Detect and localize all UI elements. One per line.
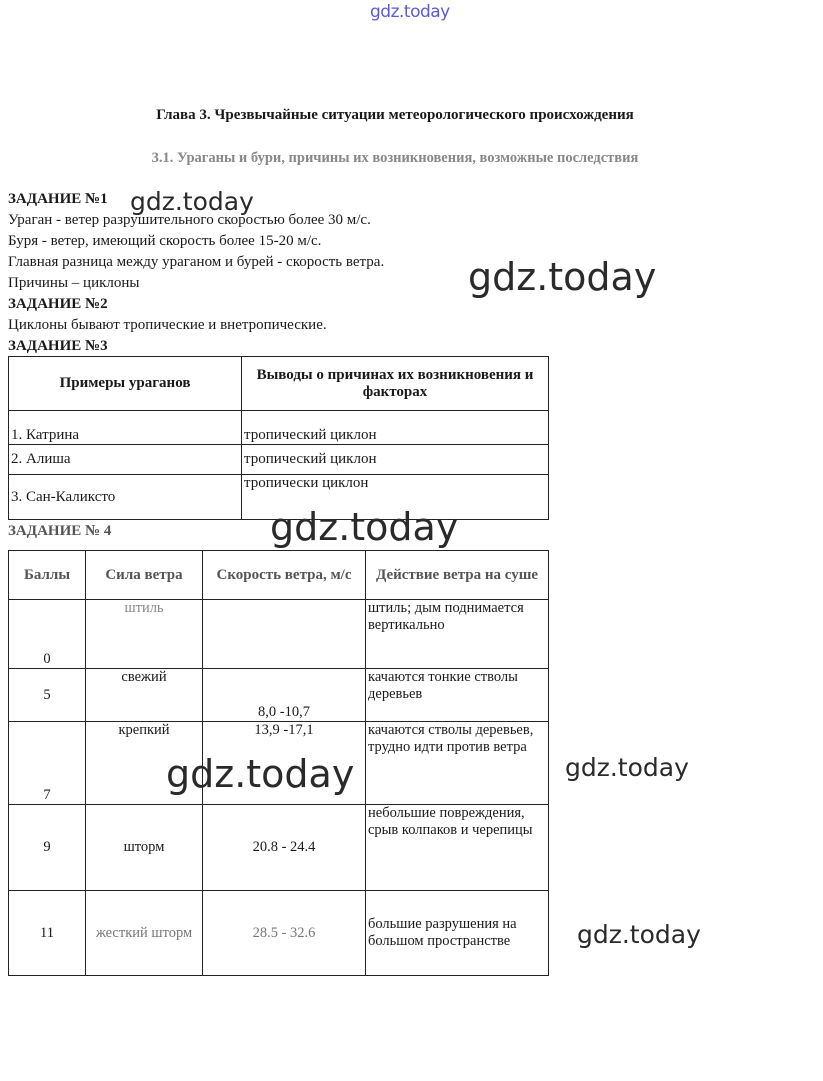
- table-cell: шторм: [86, 805, 203, 891]
- table-header: Выводы о причинах их возникновения и факторах: [242, 357, 549, 411]
- table-cell: тропический циклон: [242, 445, 549, 475]
- task4-heading: ЗАДАНИЕ № 4: [8, 523, 112, 539]
- table-cell: 8,0 -10,7: [203, 669, 366, 722]
- table-cell: 5: [9, 669, 86, 722]
- table-cell: качаются стволы деревьев, трудно идти против ветра: [366, 722, 549, 805]
- table-cell: качаются тонкие стволы деревьев: [366, 669, 549, 722]
- table-cell: крепкий: [86, 722, 203, 805]
- table-cell: [203, 600, 366, 669]
- watermark: gdz.today: [166, 752, 355, 796]
- table-cell: жесткий шторм: [86, 891, 203, 976]
- table-header: Сила ветра: [86, 551, 203, 600]
- table-cell: 20.8 - 24.4: [203, 805, 366, 891]
- table-row: [9, 669, 549, 722]
- table-cell: 0: [9, 600, 86, 669]
- task2-heading: ЗАДАНИЕ №2: [8, 296, 108, 312]
- table-cell: свежий: [86, 669, 203, 722]
- table-cell: штиль: [86, 600, 203, 669]
- table-cell: 2. Алиша: [9, 445, 242, 475]
- task1-line: Причины – циклоны: [8, 275, 140, 291]
- table-row: [9, 805, 549, 891]
- table-cell: 7: [9, 722, 86, 805]
- table-row: [9, 722, 549, 805]
- watermark: gdz.today: [565, 753, 689, 782]
- table-header-row: [9, 551, 549, 600]
- watermark: gdz.today: [468, 255, 657, 299]
- watermark: gdz.today: [130, 187, 254, 216]
- table-header: Баллы: [9, 551, 86, 600]
- table-row: [9, 475, 549, 520]
- table-row: [9, 445, 549, 475]
- table-header: Скорость ветра, м/с: [203, 551, 366, 600]
- table-cell: тропический циклон: [242, 411, 549, 445]
- table-header: Примеры ураганов: [9, 357, 242, 411]
- task2-line: Циклоны бывают тропические и внетропические.: [8, 317, 327, 333]
- table-cell: небольшие повреждения, срыв колпаков и черепицы: [366, 805, 549, 891]
- wind-scale-table: [8, 550, 549, 976]
- table-cell: штиль; дым поднимается вертикально: [366, 600, 549, 669]
- table-row: [9, 411, 549, 445]
- table-row: [9, 600, 549, 669]
- table-cell: 13,9 -17,1: [203, 722, 366, 805]
- task3-heading: ЗАДАНИЕ №3: [8, 338, 108, 354]
- task1-line: Ураган - ветер разрушительного скоростью более 30 м/с.: [8, 212, 371, 228]
- table-cell: 11: [9, 891, 86, 976]
- table-cell: 9: [9, 805, 86, 891]
- watermark-top: gdz.today: [370, 2, 450, 22]
- task1-line: Главная разница между ураганом и бурей - скорость ветра.: [8, 254, 385, 270]
- table-cell: большие разрушения на большом пространстве: [366, 891, 549, 976]
- task1-heading: ЗАДАНИЕ №1: [8, 191, 108, 207]
- table-row: [9, 891, 549, 976]
- chapter-title: Глава 3. Чрезвычайные ситуации метеорологического происхождения: [156, 107, 634, 123]
- table-cell: 1. Катрина: [9, 411, 242, 445]
- watermark: gdz.today: [577, 920, 701, 949]
- table-cell: 28.5 - 32.6: [203, 891, 366, 976]
- table-header: Действие ветра на суше: [366, 551, 549, 600]
- table-cell: тропически циклон: [242, 475, 549, 520]
- hurricanes-table: [8, 356, 549, 520]
- watermark: gdz.today: [270, 505, 459, 549]
- table-cell: 3. Сан-Каликсто: [9, 475, 242, 520]
- section-title: 3.1. Ураганы и бури, причины их возникновения, возможные последствия: [151, 150, 639, 166]
- table-header-row: [9, 357, 549, 411]
- task1-line: Буря - ветер, имеющий скорость более 15-20 м/с.: [8, 233, 322, 249]
